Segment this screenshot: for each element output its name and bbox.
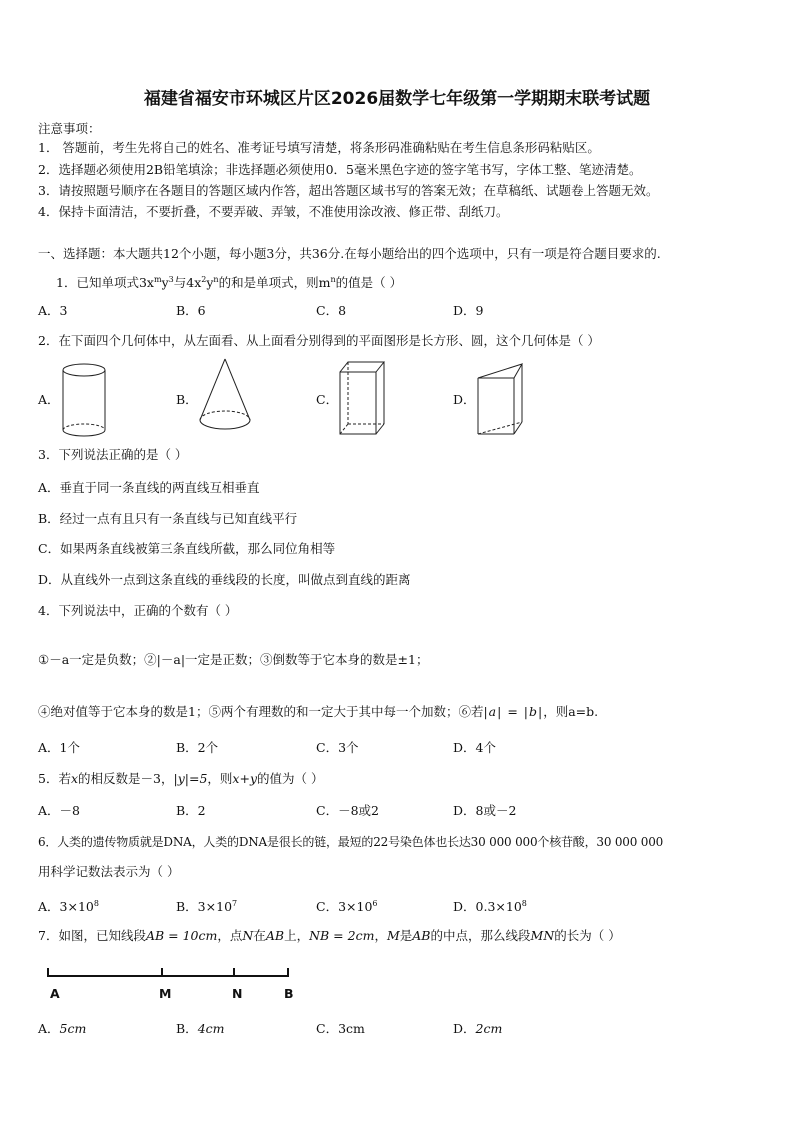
q4-option-a: A．1个 xyxy=(38,740,80,755)
q1-option-b: B．6 xyxy=(176,303,206,318)
q5-option-a: A．－8 xyxy=(38,803,80,818)
notice-item-3: 3．请按照题号顺序在各题目的答题区域内作答，超出答题区域书写的答案无效；在草稿纸、试题卷上答题无效。 xyxy=(38,183,659,198)
q2-label-d: D． xyxy=(453,392,476,407)
line-segment-figure xyxy=(44,964,294,980)
q3-option-b: B．经过一点有且只有一条直线与已知直线平行 xyxy=(38,511,298,526)
q7-option-b: B．4cm xyxy=(176,1021,225,1036)
cylinder-figure xyxy=(60,362,108,440)
notice-item-2: 2．选择题必须使用2B铅笔填涂；非选择题必须使用0．5毫米黑色字迹的签字笔书写，字体工整、笔迹清楚。 xyxy=(38,162,642,177)
q6-option-a: A．$3\times 10^8$ xyxy=(38,899,99,915)
q2-label-a: A． xyxy=(38,392,60,407)
q1-option-c: C．8 xyxy=(316,303,347,318)
q1-option-d: D．9 xyxy=(453,303,484,318)
question-3-stem: 3．下列说法正确的是（ ） xyxy=(38,447,188,462)
question-6-stem-line-1: 6．人类的遗传物质就是DNA，人类的DNA是很长的链，最短的22号染色体也长达30 000 000个核苷酸，30 000 000 xyxy=(38,835,664,849)
triangular-prism-figure xyxy=(474,360,526,438)
point-label-b: B xyxy=(284,986,294,1001)
q5-option-b: B．2 xyxy=(176,803,206,818)
q2-label-c: C． xyxy=(316,392,339,407)
question-4-stem: 4．下列说法中，正确的个数有（ ） xyxy=(38,603,238,618)
notice-item-1: 1． 答题前，考生先将自己的姓名、准考证号填写清楚，将条形码准确粘贴在考生信息条形码粘贴区。 xyxy=(38,140,600,155)
q4-option-d: D．4个 xyxy=(453,740,496,755)
q2-label-b: B． xyxy=(176,392,198,407)
point-label-a: A xyxy=(50,986,60,1001)
section-heading: 一、选择题：本大题共12个小题，每小题3分，共36分.在每小题给出的四个选项中，只有一项是符合题目要求的. xyxy=(38,246,661,261)
q3-option-d: D．从直线外一点到这条直线的垂线段的长度，叫做点到直线的距离 xyxy=(38,572,411,587)
point-label-n: N xyxy=(232,986,243,1001)
q3-option-a: A．垂直于同一条直线的两直线互相垂直 xyxy=(38,480,260,495)
q7-option-d: D．2cm xyxy=(453,1021,503,1036)
q5-option-c: C．－8或2 xyxy=(316,803,379,818)
q6-option-c: C．$3\times 10^6$ xyxy=(316,899,378,915)
q5-option-d: D．8或－2 xyxy=(453,803,517,818)
q1-option-a: A．3 xyxy=(38,303,68,318)
rectangular-prism-figure xyxy=(336,358,386,438)
question-6-stem-line-2: 用科学记数法表示为（ ） xyxy=(38,864,180,879)
question-7-stem: 7．如图，已知线段AB = 10cm，点N在AB上，NB = 2cm，M是AB的中点，那么线段MN的长为（ ） xyxy=(38,928,621,943)
q6-option-d: D．$0.3\times 10^8$ xyxy=(453,899,527,915)
q4-statements-line-1: ①－a一定是负数；②|－a|一定是正数；③倒数等于它本身的数是±1； xyxy=(38,652,429,667)
q7-option-a: A．5cm xyxy=(38,1021,87,1036)
q7-option-c: C．3cm xyxy=(316,1021,365,1036)
question-2-stem: 2．在下面四个几何体中，从左面看、从上面看分别得到的平面图形是长方形、圆，这个几何体是（ ） xyxy=(38,333,600,348)
page-title: 福建省福安市环城区片区2026届数学七年级第一学期期末联考试题 xyxy=(143,89,651,109)
q4-option-c: C．3个 xyxy=(316,740,359,755)
q4-statements-line-2: ④绝对值等于它本身的数是1；⑤两个有理数的和一定大于其中每一个加数；⑥若|a| = |b|，则a=b. xyxy=(38,704,599,719)
notice-heading: 注意事项： xyxy=(38,121,101,136)
q3-option-c: C．如果两条直线被第三条直线所截，那么同位角相等 xyxy=(38,541,336,556)
q6-option-b: B．$3\times 10^7$ xyxy=(176,899,238,915)
notice-item-4: 4．保持卡面清洁，不要折叠，不要弄破、弄皱，不准使用涂改液、修正带、刮纸刀。 xyxy=(38,204,509,219)
q4-option-b: B．2个 xyxy=(176,740,219,755)
point-label-m: M xyxy=(159,986,172,1001)
cone-figure xyxy=(196,356,254,436)
question-5-stem: 5．若x的相反数是－3，|y|=5，则x+y的值为（ ） xyxy=(38,771,324,786)
question-1-stem: 1．已知单项式$3x^my^3$与$4x^2y^n$的和是单项式，则$m^n$的值是（ ） xyxy=(56,275,403,291)
